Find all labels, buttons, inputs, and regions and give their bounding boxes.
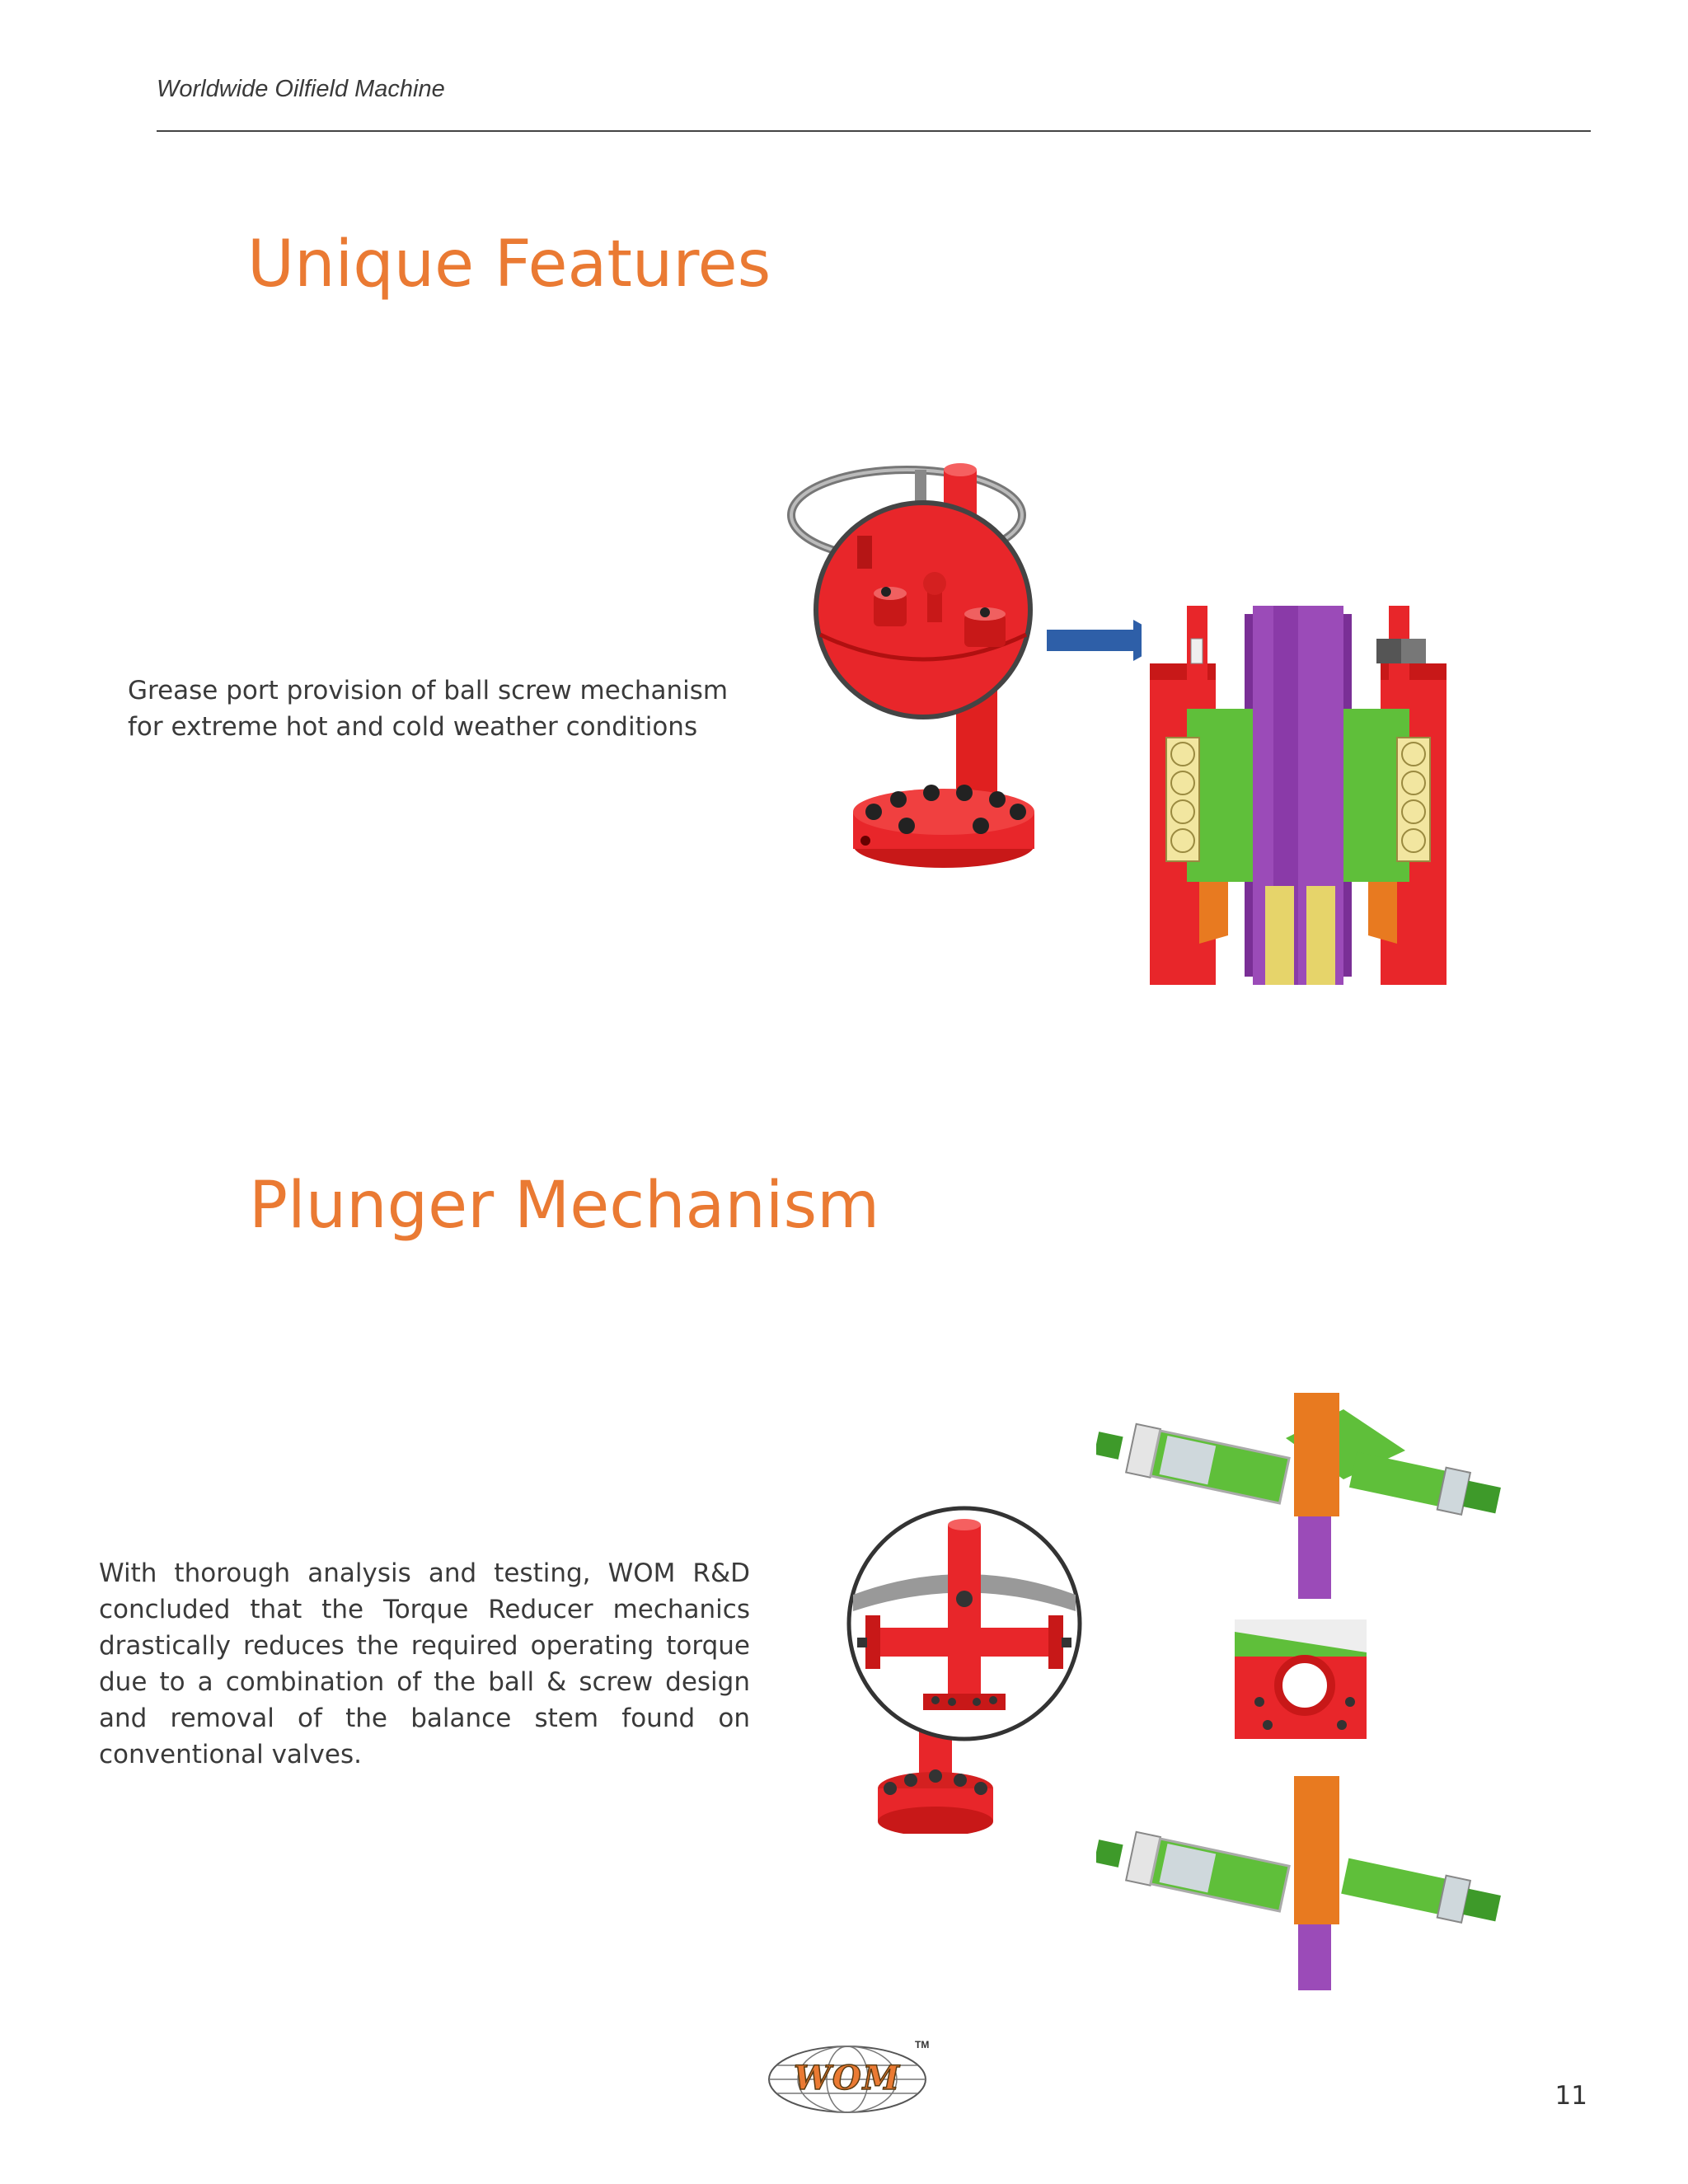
wom-logo-text: WOM	[793, 2059, 902, 2097]
plunger-description: With thorough analysis and testing, WOM R&D concluded that the Torque Reducer mechanics drastically reduces the required operating torque due to a combination of the ball & screw design and removal of the balance stem found on conventional valves.	[99, 1558, 750, 1769]
page-number: 11	[1554, 2081, 1587, 2111]
grease-port-text-line-2: for extreme hot and cold weather conditions	[128, 712, 698, 742]
plunger-detail-inset	[1235, 1619, 1367, 1739]
section-title-unique-features: Unique Features	[247, 227, 771, 302]
section-title-plunger-mechanism: Plunger Mechanism	[249, 1169, 880, 1243]
plunger-assembly-lower	[1096, 1776, 1525, 1990]
plunger-valve-circle-illustration	[845, 1504, 1084, 1834]
header-title: Worldwide Oilfield Machine	[157, 76, 445, 102]
ball-screw-cross-section	[1142, 606, 1455, 985]
trademark-mark: TM	[915, 2039, 930, 2050]
wom-logo	[765, 2039, 930, 2116]
plunger-assembly-upper	[1096, 1393, 1525, 1607]
grease-port-text	[128, 673, 731, 745]
header-rule	[157, 130, 1591, 132]
valve-handwheel-illustration	[758, 437, 1047, 898]
grease-port-text-line-1: Grease port provision of ball screw mechanism	[128, 676, 729, 705]
